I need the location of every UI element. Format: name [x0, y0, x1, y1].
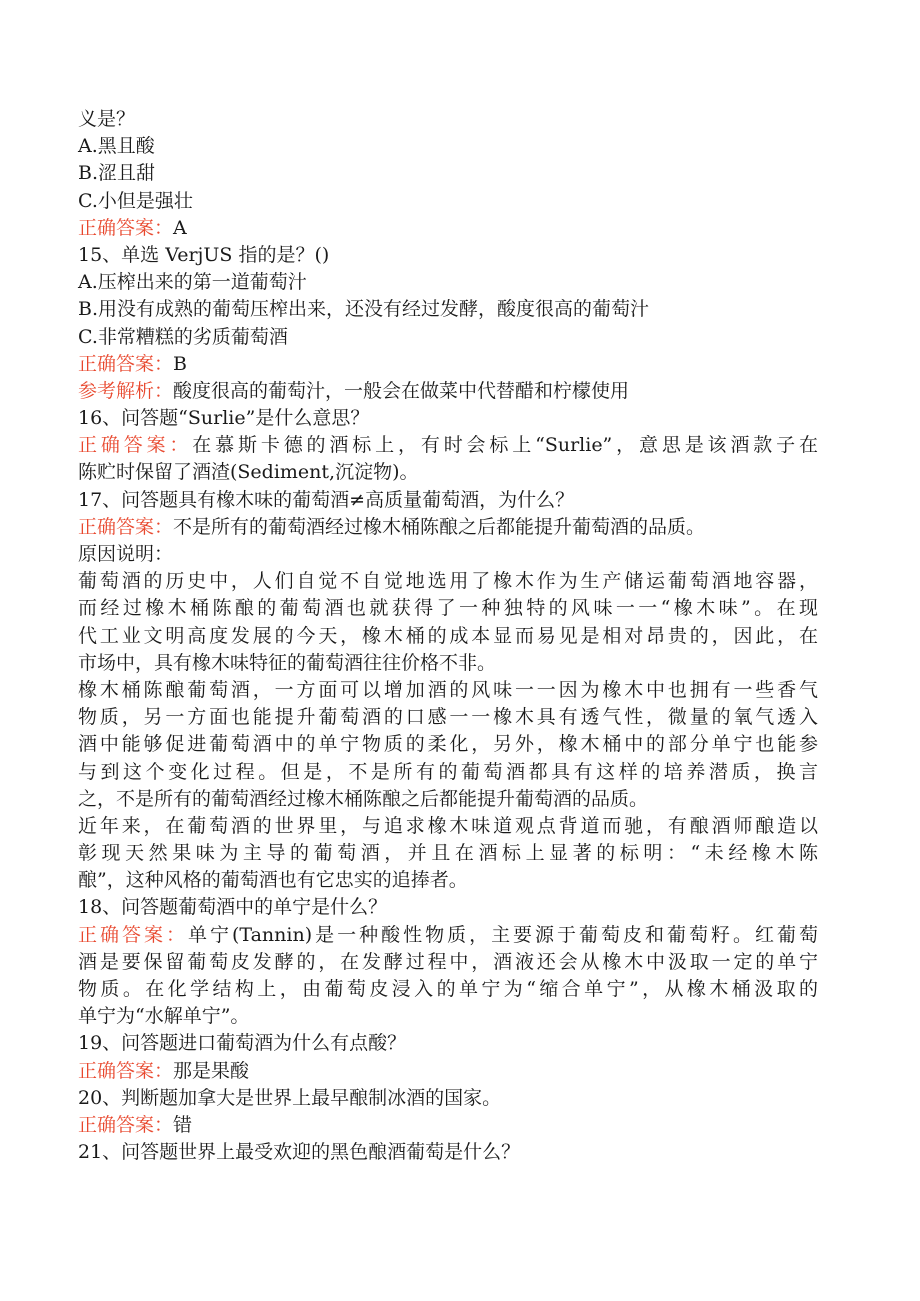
line-text: 近年来，在葡萄酒的世界里，与追求橡木味道观点背道而驰，有酿酒师酿造以: [78, 814, 818, 837]
answer-line: [78, 215, 818, 242]
text-line: [78, 1003, 818, 1030]
answer-line: [78, 432, 818, 459]
line-text: 18、问答题葡萄酒中的单宁是什么？: [78, 896, 388, 919]
text-line: [78, 568, 818, 595]
line-text: 酸度很高的葡萄汁，一般会在做菜中代替醋和柠檬使用: [173, 379, 630, 402]
line-text: 17、问答题具有橡木味的葡萄酒≠高质量葡萄酒，为什么？: [78, 488, 575, 511]
answer-label: 正确答案：: [78, 923, 188, 946]
line-text: 物质。在化学结构上，由葡萄皮浸入的单宁为“缩合单宁”，从橡木桶汲取的: [78, 978, 818, 1000]
line-text: 市场中，具有橡木味特征的葡萄酒往往价格不非。: [78, 651, 497, 674]
text-line: [78, 623, 818, 650]
line-text: B: [173, 352, 187, 375]
line-text: 15、单选 VerjUS 指的是？(): [78, 243, 330, 266]
line-text: A.压榨出来的第一道葡萄汁: [78, 271, 307, 294]
line-text: B.用没有成熟的葡萄压榨出来，还没有经过发酵，酸度很高的葡萄汁: [78, 298, 650, 321]
document-page: [78, 106, 818, 1166]
line-text: 原因说明：: [78, 543, 174, 565]
line-text: 酒中能够促进葡萄酒中的单宁物质的柔化，另外，橡木桶中的部分单宁也能参: [78, 733, 818, 756]
line-text: 而经过橡木桶陈酿的葡萄酒也就获得了一种独特的风味一一“橡木味”。在现: [78, 597, 818, 620]
text-line: [78, 595, 818, 622]
line-text: 错: [173, 1113, 193, 1136]
line-text: 彰现天然果味为主导的葡萄酒，并且在酒标上显著的标明：“未经橡木陈: [78, 842, 818, 865]
line-text: 酒是要保留葡萄皮发酵的，在发酵过程中，酒液还会从橡木中汲取一定的单宁: [78, 950, 818, 973]
line-text: 21、问答题世界上最受欢迎的黑色酿酒葡萄是什么？: [78, 1141, 521, 1164]
text-line: [78, 650, 818, 677]
line-text: 与到这个变化过程。但是，不是所有的葡萄酒都具有这样的培养潜质，换言: [78, 760, 818, 783]
line-text: 单宁为“水解单宁”。: [78, 1005, 250, 1028]
text-line: [78, 840, 818, 867]
line-text: 16、问答题“Surlie”是什么意思？: [78, 407, 370, 430]
line-text: B.涩且甜: [78, 162, 156, 185]
line-text: 橡木桶陈酿葡萄酒，一方面可以增加酒的风味一一因为橡木中也拥有一些香气: [78, 678, 818, 701]
answer-line: [78, 378, 818, 405]
text-line: [78, 459, 818, 486]
text-line: [78, 704, 818, 731]
answer-line: [78, 351, 818, 378]
line-text: A: [173, 216, 187, 239]
line-text: 葡萄酒的历史中，人们自觉不自觉地选用了橡木作为生产储运葡萄酒地容器，: [78, 570, 818, 593]
line-text: A.黑且酸: [78, 135, 155, 158]
answer-line: [78, 1058, 818, 1085]
text-line: [78, 949, 818, 976]
answer-label: 正确答案：: [78, 1059, 174, 1082]
answer-line: [78, 922, 818, 949]
line-text: 20、判断题加拿大是世界上最早酿制冰酒的国家。: [78, 1086, 502, 1109]
text-line: [78, 813, 818, 840]
answer-line: [78, 1112, 818, 1139]
text-line: [78, 296, 818, 323]
text-line: [78, 1030, 818, 1057]
answer-label: 正确答案：: [78, 1113, 174, 1136]
text-line: [78, 731, 818, 758]
line-text: 代工业文明高度发展的今天，橡木桶的成本显而易见是相对昂贵的，因此，在: [78, 624, 818, 647]
answer-line: [78, 514, 818, 541]
text-line: [78, 1139, 818, 1166]
line-text: C.小但是强壮: [78, 189, 193, 212]
answer-label: 正确答案：: [78, 216, 174, 239]
text-line: [78, 677, 818, 704]
text-line: [78, 242, 818, 269]
line-text: 那是果酸: [173, 1059, 250, 1082]
answer-label: 参考解析：: [78, 379, 174, 402]
text-line: [78, 541, 818, 568]
line-text: 在慕斯卡德的酒标上，有时会标上“Surlie”，意思是该酒款子在: [192, 434, 818, 457]
text-line: [78, 1085, 818, 1112]
line-text: 单宁(Tannin)是一种酸性物质，主要源于葡萄皮和葡萄籽。红葡萄: [187, 923, 818, 946]
answer-label: 正确答案：: [78, 434, 193, 457]
text-line: [78, 188, 818, 215]
line-text: 不是所有的葡萄酒经过橡木桶陈酿之后都能提升葡萄酒的品质。: [173, 515, 706, 538]
line-text: 之，不是所有的葡萄酒经过橡木桶陈酿之后都能提升葡萄酒的品质。: [78, 787, 649, 810]
line-text: C.非常糟糕的劣质葡萄酒: [78, 325, 288, 348]
text-line: [78, 759, 818, 786]
text-line: [78, 786, 818, 813]
line-text: 酿”，这种风格的葡萄酒也有它忠实的追捧者。: [78, 869, 468, 892]
answer-label: 正确答案：: [78, 515, 174, 538]
text-line: [78, 405, 818, 432]
text-line: [78, 160, 818, 187]
text-line: [78, 324, 818, 351]
text-line: [78, 269, 818, 296]
text-line: [78, 976, 818, 1003]
text-line: [78, 487, 818, 514]
text-line: [78, 894, 818, 921]
line-text: 19、问答题进口葡萄酒为什么有点酸？: [78, 1032, 407, 1055]
text-line: [78, 133, 818, 160]
answer-label: 正确答案：: [78, 352, 174, 375]
text-line: [78, 867, 818, 894]
line-text: 义是？: [78, 108, 136, 130]
line-text: 陈贮时保留了酒渣(Sediment,沉淀物)。: [78, 461, 419, 484]
line-text: 物质，另一方面也能提升葡萄酒的口感一一橡木具有透气性，微量的氧气透入: [78, 706, 818, 729]
text-line: [78, 106, 818, 133]
